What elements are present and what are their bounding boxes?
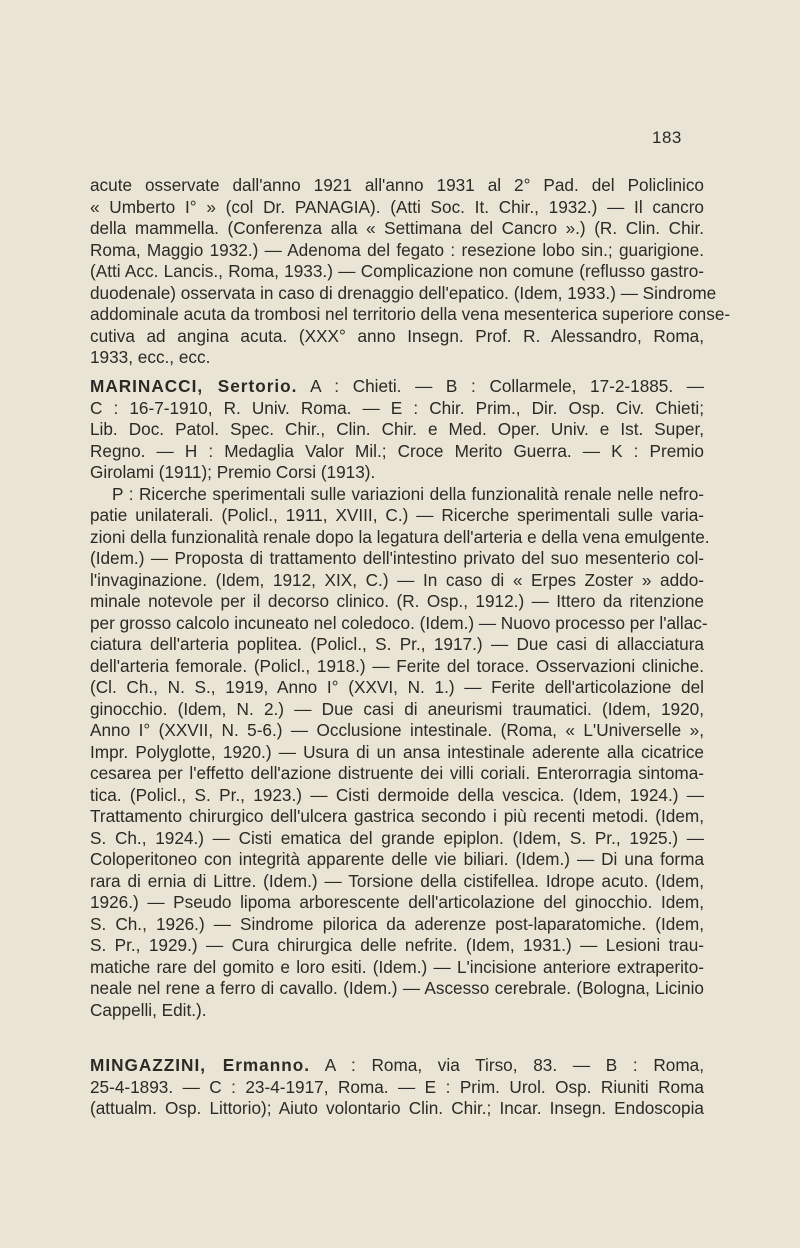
text-line: duodenale) osservata in caso di drenaggio dell'epatico. (Idem, 1933.) — Sindrome — [90, 282, 717, 303]
text-line: Lib. Doc. Patol. Spec. Chir., Clin. Chir. e Med. Oper. Univ. e Ist. Super, — [90, 419, 704, 439]
text-line: Regno. — H : Medaglia Valor Mil.; Croce Merito Guerra. — K : Premio — [90, 440, 704, 461]
text-line: Girolami (1911); Premio Corsi (1913). — [90, 462, 376, 482]
entry-first-line: A : Chieti. — B : Collarmele, 17-2-1885. — — [297, 376, 704, 396]
text-line: Cappelli, Edit.). — [90, 999, 207, 1020]
text-line: Impr. Polyglotte, 1920.) — Usura di un ansa intestinale aderente alla cicatrice — [90, 741, 704, 762]
text-line: minale notevole per il decorso clinico. (R. Osp., 1912.) — Ittero da ritenzione — [90, 591, 704, 611]
text-line: Trattamento chirurgico dell'ulcera gastrica secondo i più recenti metodi. (Idem, — [90, 806, 704, 826]
text-line: ciatura dell'arteria poplitea. (Policl., S. Pr., 1917.) — Due casi di allacciatura — [90, 634, 704, 654]
text-line: 25-4-1893. — C : 23-4-1917, Roma. — E : Prim. Urol. Osp. Riuniti Roma — [90, 1076, 704, 1097]
text-line: (Atti Acc. Lancis., Roma, 1933.) — Complicazione non comune (reflusso gastro- — [90, 261, 704, 281]
text-line: S. Ch., 1926.) — Sindrome pilorica da aderenze post-laparatomiche. (Idem, — [90, 913, 704, 934]
text-line: neale nel rene a ferro di cavallo. (Idem.) — Ascesso cerebrale. (Bologna, Licinio — [90, 978, 704, 998]
text-line: Anno I° (XXVII, N. 5-6.) — Occlusione intestinale. (Roma, « L'Universelle », — [90, 720, 704, 740]
text-line: 1926.) — Pseudo lipoma arborescente dell'articolazione del ginocchio. Idem, — [90, 892, 704, 912]
text-line: 1933, ecc., ecc. — [90, 347, 211, 367]
entry-mingazzini — [90, 1055, 704, 1120]
text-line: patie unilaterali. (Policl., 1911, XVIII, C.) — Ricerche sperimentali sulle varia- — [90, 505, 704, 525]
text-line: (Cl. Ch., N. S., 1919, Anno I° (XXVI, N. 1.) — Ferite dell'articolazione del — [90, 677, 704, 697]
text-line: per grosso calcolo incuneato nel coledoco. (Idem.) — Nuovo processo per l'allac- — [90, 612, 708, 633]
text-line: ginocchio. (Idem, N. 2.) — Due casi di aneurismi traumatici. (Idem, 1920, — [90, 698, 704, 719]
entry-name: MINGAZZINI, Ermanno. — [90, 1055, 310, 1075]
entry-name: MARINACCI, Sertorio. — [90, 376, 298, 396]
text-line: cutiva ad angina acuta. (XXX° anno Insegn. Prof. R. Alessandro, Roma, — [90, 325, 704, 346]
entry-marinacci — [90, 376, 710, 1021]
text-line: dell'arteria femorale. (Policl., 1918.) — Ferite del torace. Osservazioni cliniche. — [90, 655, 704, 676]
text-line: (Idem.) — Proposta di trattamento dell'intestino privato del suo mesenterio col- — [90, 548, 704, 568]
entry-heading-line — [90, 1055, 704, 1077]
text-line: (attualm. Osp. Littorio); Aiuto volontario Clin. Chir.; Incar. Insegn. Endoscopia — [90, 1098, 704, 1118]
text-line: P : Ricerche sperimentali sulle variazioni della funzionalità renale nelle nefro- — [112, 483, 704, 504]
text-line: l'invaginazione. (Idem, 1912, XIX, C.) — In caso di « Erpes Zoster » addo- — [90, 569, 704, 590]
text-line: zioni della funzionalità renale dopo la legatura dell'arteria e della vena emulgente. — [90, 526, 710, 547]
text-line: addominale acuta da trombosi nel territorio della vena mesenterica superiore conse- — [90, 304, 731, 324]
continuation-paragraph — [90, 175, 731, 369]
text-line: S. Pr., 1929.) — Cura chirurgica delle nefrite. (Idem, 1931.) — Lesioni trau- — [90, 935, 704, 955]
text-line: cesarea per l'effetto dell'azione distruente dei villi coriali. Enterorragia sintoma- — [90, 763, 704, 783]
entry-first-line: A : Roma, via Tirso, 83. — B : Roma, — [310, 1055, 704, 1075]
text-line: rara di ernia di Littre. (Idem.) — Torsione della cistifellea. Idrope acuto. (Idem, — [90, 870, 704, 891]
text-line: della mammella. (Conferenza alla « Settimana del Cancro ».) (R. Clin. Chir. — [90, 218, 704, 238]
text-line: S. Ch., 1924.) — Cisti ematica del grande epiplon. (Idem, S. Pr., 1925.) — — [90, 827, 704, 848]
text-line: Roma, Maggio 1932.) — Adenoma del fegato : resezione lobo sin.; guarigione. — [90, 239, 704, 260]
text-line: C : 16-7-1910, R. Univ. Roma. — E : Chir. Prim., Dir. Osp. Civ. Chieti; — [90, 397, 704, 418]
text-line: « Umberto I° » (col Dr. PANAGIA). (Atti Soc. It. Chir., 1932.) — Il cancro — [90, 196, 704, 217]
text-line: Coloperitoneo con integrità apparente delle vie biliari. (Idem.) — Di una forma — [90, 849, 704, 869]
text-line: tica. (Policl., S. Pr., 1923.) — Cisti dermoide della vescica. (Idem, 1924.) — — [90, 784, 704, 805]
text-line: matiche rare del gomito e loro esiti. (Idem.) — L'incisione anteriore extraperito- — [90, 956, 704, 977]
text-line: acute osservate dall'anno 1921 all'anno 1931 al 2° Pad. del Policlinico — [90, 175, 704, 195]
page-number: 183 — [652, 128, 682, 147]
entry-heading-line — [90, 376, 704, 398]
